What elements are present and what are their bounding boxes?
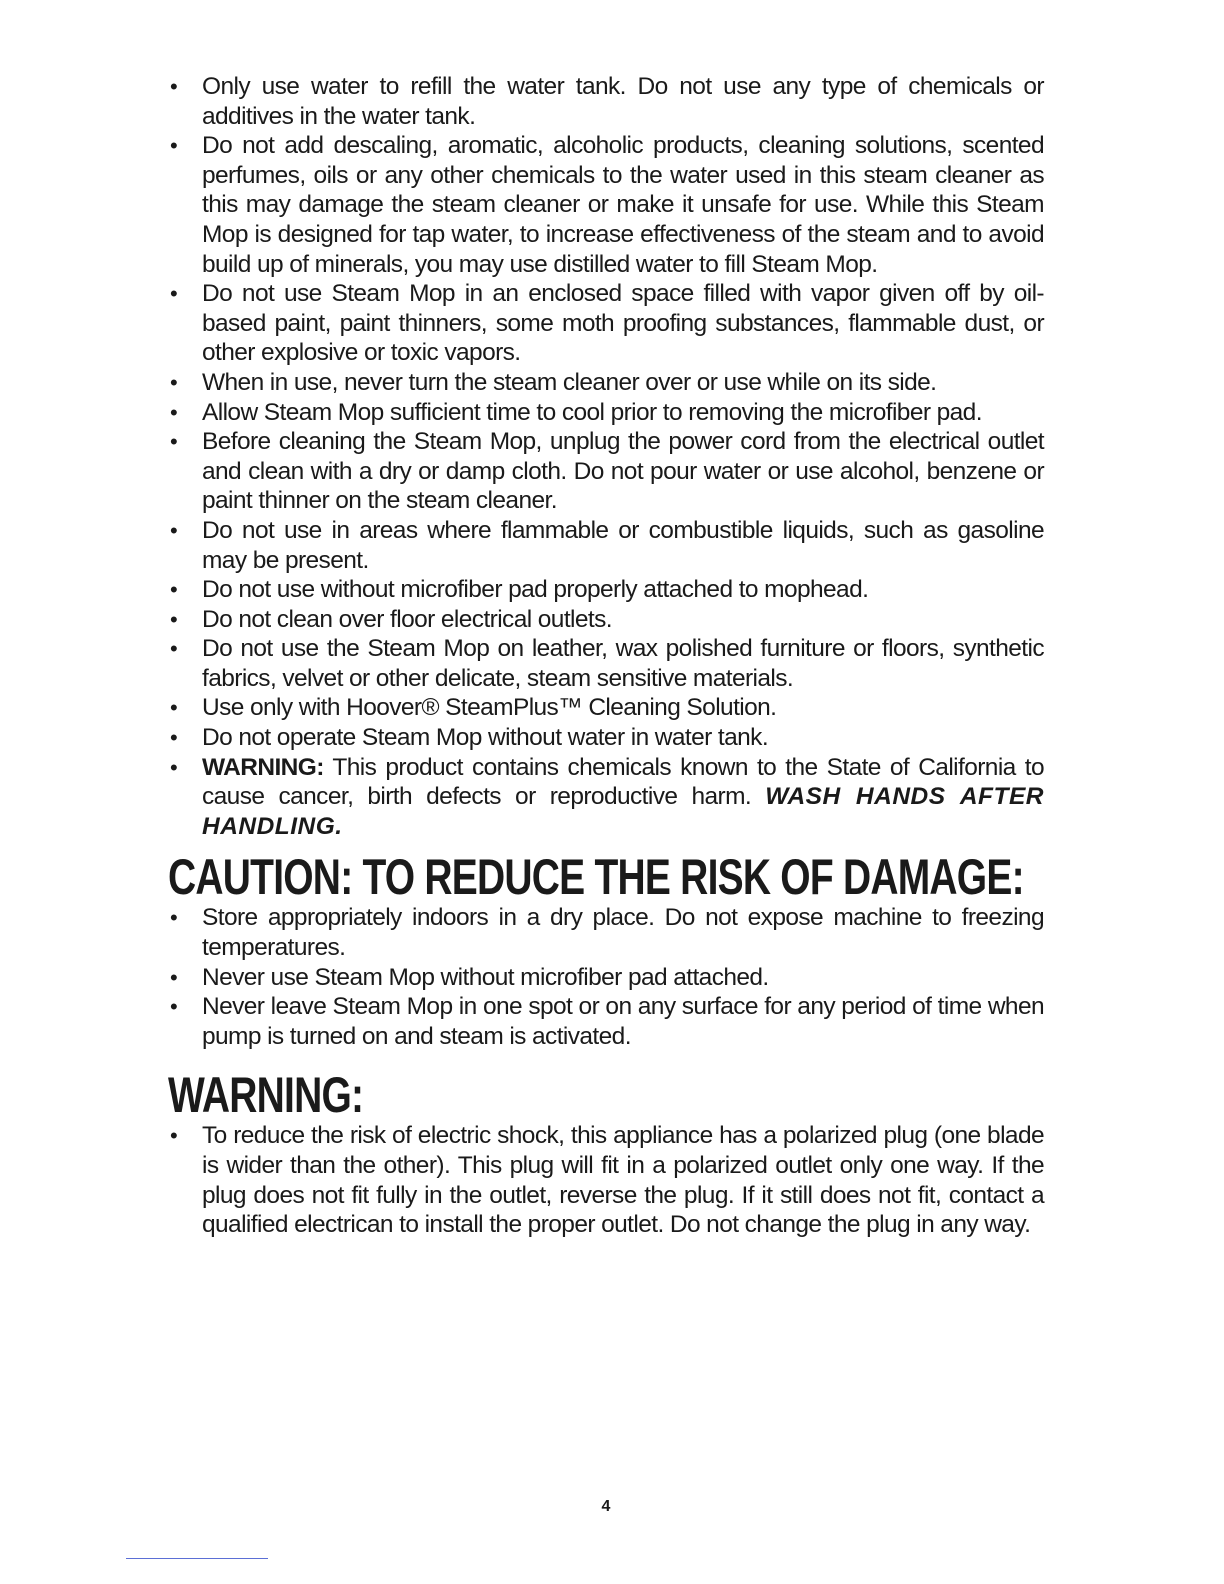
- list-item-text: Before cleaning the Steam Mop, unplug the power cord from the electrical outlet and clean with a dry or damp cloth. Do not pour water or use alcohol, benzene or paint thinner on the steam cleaner.: [202, 428, 1044, 515]
- list-item-text: Allow Steam Mop sufficient time to cool prior to removing the microfiber pad.: [202, 398, 982, 426]
- safety-instructions-list: [168, 72, 1044, 841]
- list-item-text: Store appropriately indoors in a dry place. Do not expose machine to freezing temperatures.: [202, 904, 1044, 962]
- page-content: [168, 72, 1044, 1240]
- list-item: [168, 903, 1044, 962]
- list-item: [168, 693, 1044, 723]
- warning-heading: WARNING:: [168, 1067, 364, 1124]
- bullet-icon: •: [170, 994, 178, 1020]
- caution-list: [168, 903, 1044, 1051]
- page-number: 4: [601, 1498, 611, 1515]
- bullet-icon: •: [170, 725, 178, 751]
- list-item-text: Never use Steam Mop without microfiber pad attached.: [202, 963, 769, 991]
- list-item: [168, 963, 1044, 993]
- bullet-icon: •: [170, 369, 178, 395]
- list-item: [168, 516, 1044, 575]
- list-item: [168, 368, 1044, 398]
- list-item: [168, 398, 1044, 428]
- list-item: [168, 427, 1044, 516]
- list-item: [168, 72, 1044, 131]
- caution-heading: CAUTION: TO REDUCE THE RISK OF DAMAGE:: [168, 849, 1024, 906]
- list-item-text: Do not add descaling, aromatic, alcoholic products, cleaning solutions, scented perfumes, oils or any other chemicals to the water used in this steam cleaner as this may damage the steam cleaner or make it unsafe for use. While this Steam Mop is designed for tap water, to increase effectiveness of the steam and to avoid build up of minerals, you may use distilled water to fill Steam Mop.: [202, 132, 1044, 278]
- electric-shock-warning-list: [168, 1121, 1044, 1239]
- bullet-icon: •: [170, 281, 178, 307]
- list-item-text: Do not operate Steam Mop without water in water tank.: [202, 724, 769, 752]
- list-item-text: When in use, never turn the steam cleaner over or use while on its side.: [202, 368, 937, 396]
- prop65-warning-item: [168, 753, 1044, 842]
- list-item-text: Use only with Hoover® SteamPlus™ Cleaning Solution.: [202, 694, 777, 722]
- list-item-text: Do not use in areas where flammable or combustible liquids, such as gasoline may be present.: [202, 516, 1044, 574]
- list-item-text: Never leave Steam Mop in one spot or on any surface for any period of time when pump is turned on and steam is activated.: [202, 993, 1044, 1050]
- list-item: [168, 575, 1044, 605]
- bullet-icon: •: [170, 964, 178, 990]
- list-item: [168, 723, 1044, 753]
- wash-hands-emphasis: WASH HANDS AFTER HANDLING.: [202, 783, 1044, 840]
- list-item: [168, 605, 1044, 635]
- bullet-icon: •: [170, 74, 178, 99]
- list-item: [168, 1121, 1044, 1239]
- prop65-warning-label: WARNING:: [202, 753, 324, 781]
- bullet-icon: •: [170, 517, 178, 543]
- list-item: [168, 992, 1044, 1051]
- list-item: [168, 131, 1044, 279]
- list-item-text: Do not use the Steam Mop on leather, wax polished furniture or floors, synthetic fabrics, velvet or other delicate, steam sensitive materials.: [202, 635, 1044, 692]
- list-item: [168, 279, 1044, 368]
- bullet-icon: •: [170, 754, 178, 780]
- bullet-icon: •: [170, 1123, 178, 1149]
- prop65-warning-text: This product contains chemicals known to the State of California to cause cancer, birth defects or reproductive harm.: [202, 753, 1044, 811]
- list-item-text: Do not use without microfiber pad properly attached to mophead.: [202, 576, 869, 604]
- bullet-icon: •: [170, 399, 178, 425]
- list-item-text: Do not clean over floor electrical outlets.: [202, 605, 612, 633]
- list-item-text: Do not use Steam Mop in an enclosed space filled with vapor given off by oil-based paint, paint thinners, some moth proofing substances, flammable dust, or other explosive or toxic vapors.: [202, 280, 1044, 367]
- footer-rule: [126, 1558, 268, 1559]
- list-item: [168, 634, 1044, 693]
- bullet-icon: •: [170, 695, 178, 721]
- bullet-icon: •: [170, 606, 178, 632]
- bullet-icon: •: [170, 636, 178, 662]
- bullet-icon: •: [170, 905, 178, 931]
- list-item-text: Only use water to refill the water tank. Do not use any type of chemicals or additives in the water tank.: [202, 73, 1044, 130]
- list-item-text: To reduce the risk of electric shock, this appliance has a polarized plug (one blade is wider than the other). This plug will fit in a polarized outlet only one way. If the plug does not fit fully in the outlet, reverse the plug. If it still does not fit, contact a qualified electrican to install the proper outlet. Do not change the plug in any way.: [202, 1122, 1044, 1239]
- bullet-icon: •: [170, 429, 178, 455]
- bullet-icon: •: [170, 133, 178, 159]
- bullet-icon: •: [170, 577, 178, 603]
